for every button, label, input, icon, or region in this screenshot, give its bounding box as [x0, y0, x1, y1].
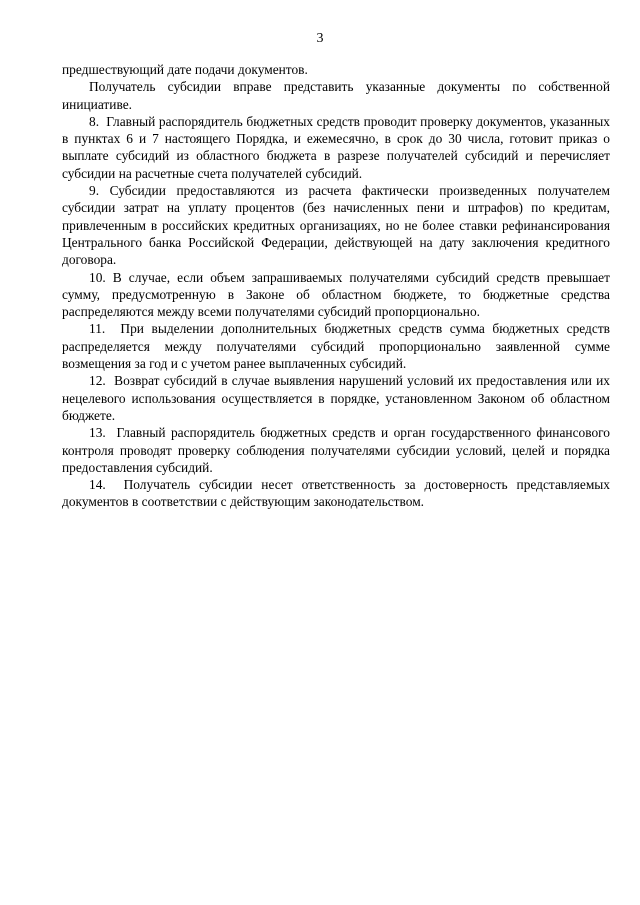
paragraph-number: 11. — [89, 321, 106, 337]
paragraph-number: 13. — [89, 425, 106, 441]
paragraph-text: Главный распорядитель бюджетных средств проводит проверку документов, указанных в пунктах 6 и 7 настоящего Порядка, и ежемесячно, в срок до 30 числа, готовит приказ о выплате субсидий из областного бюджета в разрезе получателей субсидий и перечисляет субсидии на расчетные счета получателей субсидий. — [62, 113, 610, 181]
paragraph-14 — [62, 476, 610, 511]
paragraph-text: В случае, если объем запрашиваемых получателями субсидий средств превышает сумму, предусмотренную в Законе об областном бюджете, то бюджетные средства распределяются между всеми получателями субсидий пропорционально. — [62, 269, 610, 320]
paragraph-10 — [62, 269, 610, 321]
paragraph-text: Получатель субсидии вправе представить указанные документы по собственной инициативе. — [62, 79, 610, 112]
paragraph-text: При выделении дополнительных бюджетных средств сумма бюджетных средств распределяется между получателями субсидий пропорционально заявленной сумме возмещения за год и с учетом ранее выплаченных субсидий. — [62, 321, 610, 372]
paragraph-text: Возврат субсидий в случае выявления нарушений условий их предоставления или их нецелевого использования осуществляется в порядке, установленном Законом об областном бюджете. — [62, 373, 610, 423]
paragraph-text: Субсидии предоставляются из расчета фактически произведенных получателем субсидии затрат на уплату процентов (без начисленных пени и штрафов) по кредитам, привлеченным в российских кредитных организациях, но не более ставки рефинансирования Центрального банка Российской Федерации, действующей на дату заключения кредитного договора. — [62, 183, 610, 268]
paragraph-number: 10. — [89, 269, 106, 285]
paragraph-continuation — [62, 61, 610, 78]
document-body — [62, 61, 610, 511]
paragraph-8 — [62, 113, 610, 182]
paragraph-number: 12. — [89, 373, 106, 389]
paragraph-11 — [62, 320, 610, 372]
paragraph-text: предшествующий дате подачи документов. — [62, 62, 308, 77]
page-number: 3 — [316, 31, 324, 46]
paragraph-text: Получатель субсидии несет ответственность за достоверность представляемых документов в соответствии с действующим законодательством. — [62, 477, 610, 510]
paragraph-number: 14. — [89, 477, 106, 493]
paragraph-12 — [62, 372, 610, 424]
paragraph-number: 9. — [89, 183, 100, 199]
paragraph-initiative — [62, 78, 610, 113]
paragraph-text: Главный распорядитель бюджетных средств и орган государственного финансового контроля проводят проверку соблюдения получателями субсидии условий, целей и порядка предоставления субсидий. — [62, 425, 611, 475]
paragraph-number: 8. — [89, 113, 100, 129]
paragraph-13 — [62, 424, 610, 476]
paragraph-9 — [62, 182, 610, 268]
